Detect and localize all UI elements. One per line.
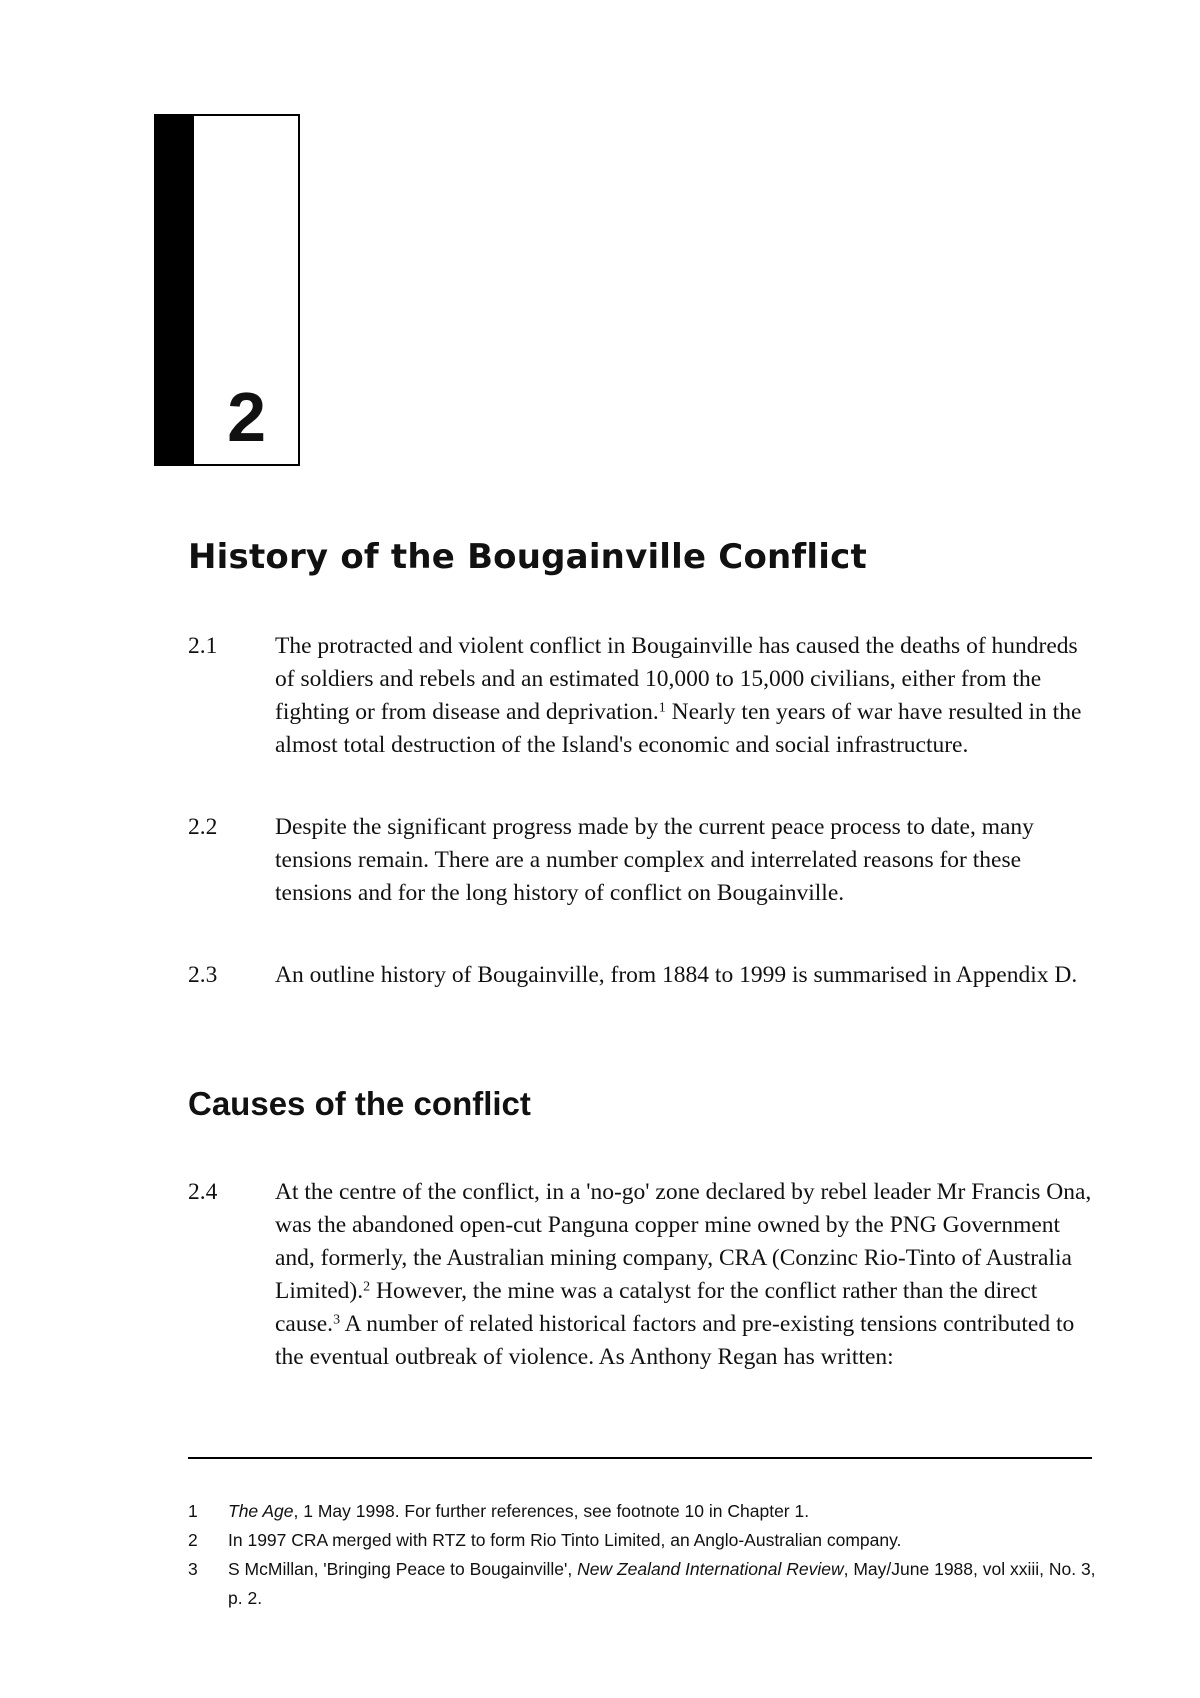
paragraph-2-1: [188, 630, 1100, 762]
chapter-number: 2: [227, 378, 266, 456]
paragraph-text: At the centre of the conflict, in a 'no-go' zone declared by rebel leader Mr Francis Ona, was the abandoned open-cut Panguna copper mine owned by the PNG Government and, formerly, the Australian mining company, CRA (Conzinc Rio-Tinto of Australia Limited).$^2$ However, the mine was a catalyst for the conflict rather than the direct cause.$^3$ A number of related historical factors and pre-existing tensions contributed to the eventual outbreak of violence. As Anthony Regan has written:: [275, 1179, 1092, 1370]
chapter-marker: [154, 114, 300, 466]
footnote-2: [188, 1526, 1100, 1555]
paragraph-number: 2.3: [188, 962, 218, 988]
footnote-3: [188, 1555, 1100, 1613]
section-title: Causes of the conflict: [188, 1085, 531, 1122]
paragraph-number: 2.2: [188, 814, 218, 840]
footnote-number: 1: [188, 1501, 198, 1521]
footnote-text: The Age, 1 May 1998. For further references, see footnote 10 in Chapter 1.: [228, 1501, 810, 1521]
footnote-ref-1[interactable]: 1: [658, 700, 666, 716]
chapter-title: History of the Bougainville Conflict: [188, 537, 867, 577]
paragraph-text: An outline history of Bougainville, from 1884 to 1999 is summarised in Appendix D.: [275, 962, 1078, 988]
chapter-bar: [156, 116, 194, 464]
footnote-text: In 1997 CRA merged with RTZ to form Rio Tinto Limited, an Anglo-Australian company.: [228, 1530, 902, 1550]
footnote-divider: [188, 1457, 1092, 1459]
paragraph-2-2: [188, 811, 1100, 910]
paragraph-number: 2.1: [188, 633, 218, 659]
footnote-number: 2: [188, 1530, 198, 1550]
paragraph-2-3: [188, 959, 1100, 992]
footnote-1: [188, 1497, 1100, 1526]
footnote-number: 3: [188, 1559, 198, 1579]
paragraph-number: 2.4: [188, 1179, 218, 1205]
footnote-ref-2[interactable]: 2: [363, 1279, 371, 1295]
paragraph-text: The protracted and violent conflict in Bougainville has caused the deaths of hundreds of soldiers and rebels and an estimated 10,000 to 15,000 civilians, either from the fighting or from disease and deprivation.$^1$ Nearly ten years of war have resulted in the almost total destruction of the Island's economic and social infrastructure.: [275, 633, 1082, 758]
paragraph-text: Despite the significant progress made by the current peace process to date, many tensions remain. There are a number complex and interrelated reasons for these tensions and for the long history of conflict on Bougainville.: [275, 814, 1034, 906]
footnote-ref-3[interactable]: 3: [333, 1312, 341, 1328]
paragraph-2-4: [188, 1176, 1100, 1374]
footnote-text: S McMillan, 'Bringing Peace to Bougainville', New Zealand International Review, May/June 1988, vol xxiii, No. 3, p. 2.: [228, 1559, 1096, 1608]
